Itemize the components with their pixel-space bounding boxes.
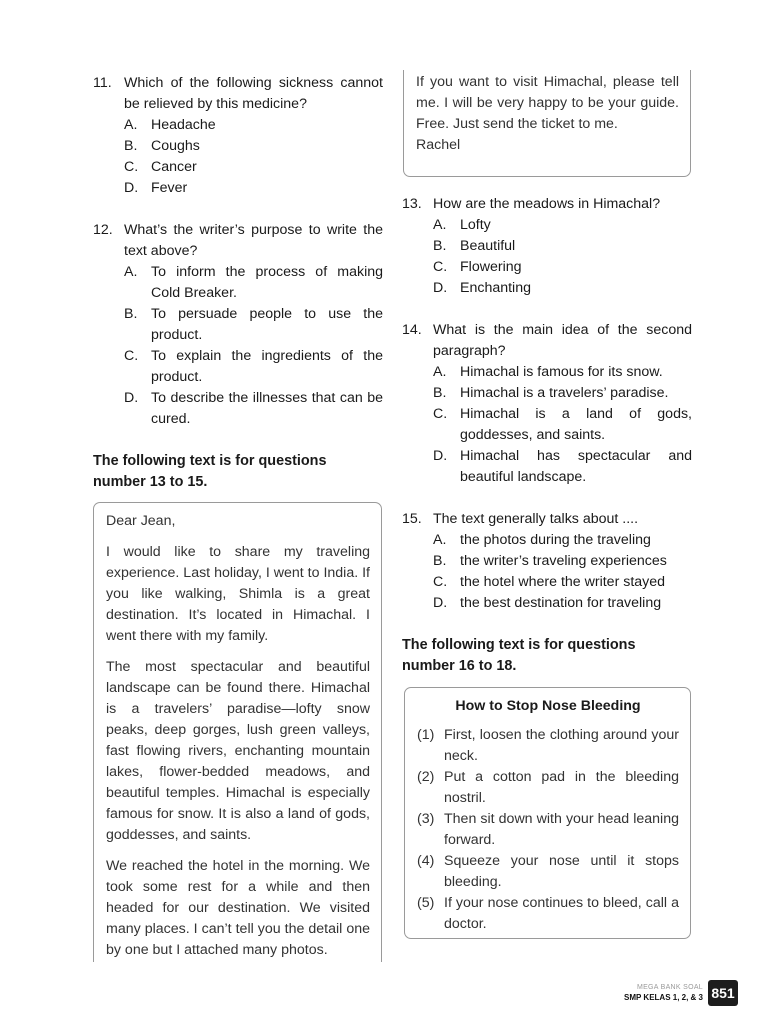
procedure-step-1 <box>417 725 679 767</box>
option-text: Cancer <box>151 159 197 175</box>
option-d[interactable] <box>433 446 692 488</box>
option-text: Himachal is famous for its snow. <box>460 364 663 380</box>
option-text: Enchanting <box>460 280 531 296</box>
option-list <box>433 530 692 614</box>
option-c[interactable] <box>433 257 692 278</box>
option-text: Coughs <box>151 138 200 154</box>
option-list <box>124 262 383 430</box>
option-d[interactable] <box>124 388 383 430</box>
procedure-step-3 <box>417 809 679 851</box>
footer-series-name: MEGA BANK SOAL <box>636 984 703 991</box>
question-15 <box>402 509 692 614</box>
option-list <box>433 362 692 488</box>
question-number: 13. <box>402 196 422 212</box>
option-a[interactable] <box>124 262 383 304</box>
letter-paragraph-1: I would like to share my traveling experience. Last holiday, I went to India. If you like walking, Shimla is a great destination. It’s located in Himachal. I went there with my family. <box>106 544 370 644</box>
option-text: the hotel where the writer stayed <box>460 574 666 590</box>
option-text: To persuade people to use the product. <box>151 306 383 343</box>
option-b[interactable] <box>433 236 692 257</box>
letter-text-box <box>93 502 382 962</box>
option-text: the writer’s traveling experiences <box>460 553 667 569</box>
step-number: (1) <box>417 727 435 743</box>
option-c[interactable] <box>433 572 692 593</box>
step-number: (3) <box>417 811 435 827</box>
option-c[interactable] <box>124 157 383 178</box>
letter-signature: Rachel <box>416 137 461 153</box>
option-list <box>433 215 692 299</box>
option-b[interactable] <box>433 383 692 404</box>
page-number: 851 <box>708 980 738 1006</box>
option-letter: B. <box>124 138 138 154</box>
step-text: Squeeze your nose until it stops bleeding. <box>444 853 679 890</box>
option-text: Beautiful <box>460 238 516 254</box>
option-text: Himachal is a travelers’ paradise. <box>460 385 669 401</box>
option-text: Headache <box>151 117 216 133</box>
step-number: (5) <box>417 895 435 911</box>
option-b[interactable] <box>433 551 692 572</box>
letter-paragraph-3: We reached the hotel in the morning. We took some rest for a while and then headed for our destination. We visited many places. I can’t tell you the detail one by one but I attached many photos. <box>106 858 370 958</box>
option-text: Himachal is a land of gods, goddesses, and saints. <box>460 406 692 443</box>
procedure-step-2 <box>417 767 679 809</box>
step-text: Then sit down with your head leaning forward. <box>444 811 679 848</box>
step-text: If your nose continues to bleed, call a doctor. <box>444 895 679 932</box>
option-text: Lofty <box>460 217 491 233</box>
option-letter: C. <box>433 574 448 590</box>
option-d[interactable] <box>433 278 692 299</box>
option-a[interactable] <box>124 115 383 136</box>
step-text: First, loosen the clothing around your neck. <box>444 727 679 764</box>
option-letter: B. <box>433 553 447 569</box>
option-a[interactable] <box>433 215 692 236</box>
option-letter: D. <box>433 280 448 296</box>
option-a[interactable] <box>433 362 692 383</box>
option-letter: B. <box>433 385 447 401</box>
option-letter: C. <box>433 259 448 275</box>
option-text: To inform the process of making Cold Breaker. <box>151 264 383 301</box>
procedure-step-4 <box>417 851 679 893</box>
option-text: the best destination for traveling <box>460 595 662 611</box>
option-text: Flowering <box>460 259 522 275</box>
letter-greeting: Dear Jean, <box>106 513 176 529</box>
option-letter: A. <box>124 264 138 280</box>
option-c[interactable] <box>433 404 692 446</box>
option-letter: D. <box>433 595 448 611</box>
question-text: The text generally talks about .... <box>433 511 639 527</box>
option-letter: A. <box>433 217 447 233</box>
option-text: the photos during the traveling <box>460 532 651 548</box>
option-letter: A. <box>124 117 138 133</box>
option-text: Himachal has spectacular and beautiful landscape. <box>460 448 692 485</box>
option-text: Fever <box>151 180 188 196</box>
option-letter: C. <box>124 348 139 364</box>
step-text: Put a cotton pad in the bleeding nostril. <box>444 769 679 806</box>
letter-continuation-box <box>403 70 691 177</box>
option-b[interactable] <box>124 304 383 346</box>
option-letter: C. <box>124 159 139 175</box>
procedure-text-box <box>404 687 691 939</box>
option-letter: B. <box>433 238 447 254</box>
option-letter: C. <box>433 406 448 422</box>
question-number: 12. <box>93 222 113 238</box>
question-text: How are the meadows in Himachal? <box>433 196 661 212</box>
letter-paragraph-4: If you want to visit Himachal, please tell me. I will be very happy to be your guide. Free. Just send the ticket to me. <box>416 74 679 132</box>
step-number: (2) <box>417 769 435 785</box>
question-11 <box>93 73 383 199</box>
option-letter: B. <box>124 306 138 322</box>
footer-grade: SMP KELAS 1, 2, & 3 <box>624 993 703 1002</box>
option-c[interactable] <box>124 346 383 388</box>
option-letter: D. <box>433 448 448 464</box>
letter-paragraph-2: The most spectacular and beautiful landscape can be found there. Himachal is a travelers’ paradise—lofty snow peaks, deep gorges, lush green valleys, fast flowing rivers, enchanting mountain lakes, flower-bedded meadows, and beautiful temples. Himachal is especially famous for snow. It is also a land of gods, goddesses, and saints. <box>106 659 370 843</box>
question-number: 14. <box>402 322 422 338</box>
question-number: 11. <box>93 75 112 91</box>
right-column <box>402 194 692 677</box>
procedure-step-5 <box>417 893 679 935</box>
left-column <box>93 73 383 493</box>
option-letter: D. <box>124 180 139 196</box>
option-letter: A. <box>433 532 447 548</box>
option-a[interactable] <box>433 530 692 551</box>
question-text: What’s the writer’s purpose to write the text above? <box>124 222 383 259</box>
procedure-title: How to Stop Nose Bleeding <box>455 698 641 714</box>
option-letter: D. <box>124 390 139 406</box>
option-list <box>124 115 383 199</box>
question-text: What is the main idea of the second paragraph? <box>433 322 692 359</box>
option-b[interactable] <box>124 136 383 157</box>
option-letter: A. <box>433 364 447 380</box>
question-14 <box>402 320 692 488</box>
page-footer <box>624 980 738 1006</box>
option-d[interactable] <box>124 178 383 199</box>
section-heading-16-18: The following text is for questions number 16 to 18. <box>402 637 636 674</box>
question-13 <box>402 194 692 299</box>
question-text: Which of the following sickness cannot be relieved by this medicine? <box>124 75 383 112</box>
section-heading-13-15: The following text is for questions number 13 to 15. <box>93 453 327 490</box>
question-12 <box>93 220 383 430</box>
footer-series-info <box>624 983 703 1003</box>
option-text: To explain the ingredients of the product. <box>151 348 383 385</box>
option-text: To describe the illnesses that can be cured. <box>151 390 383 427</box>
step-number: (4) <box>417 853 435 869</box>
option-d[interactable] <box>433 593 692 614</box>
question-number: 15. <box>402 511 422 527</box>
